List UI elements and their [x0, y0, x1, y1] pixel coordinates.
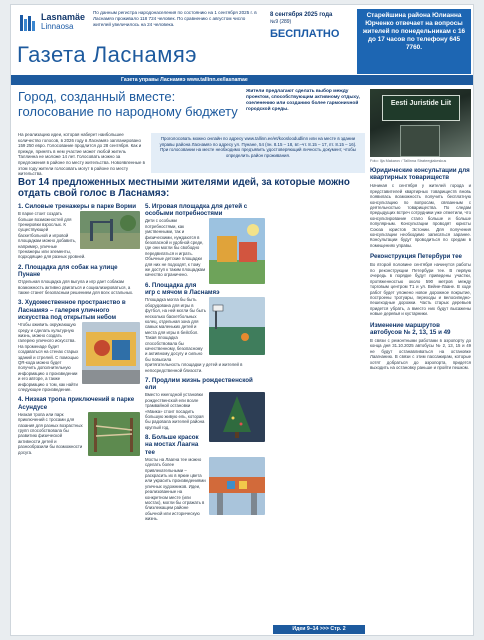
idea-item — [145, 282, 265, 373]
issue-date: 8 сентября 2025 года — [270, 12, 333, 18]
voting-illustration — [270, 203, 366, 603]
idea-description: Низкая тропа или парк приключений с тросами для лазания для разных возрастных групп способствовала бы развитию физической активности детей и разнообразили бы возможности досуга. — [18, 411, 83, 455]
voting-info-box: Проголосовать можно онлайн по адресу www.tallinn.ee/et/koosloodudlinn или на месте в здании управы района Ласнамяэ по адресу ул. Пунане, 54 (пн. 8.15 – 18, вт.–чт. 8.15 – 17, пт. 8.15 – 16). При голосовании на месте необходимо предъявить удостоверяющий личность документ, чтобы определить район проживания. — [151, 133, 365, 173]
masthead — [11, 5, 474, 75]
idea-title: 4. Низкая тропа приключений в парке Асундусе — [18, 396, 135, 411]
idea-description: Мосты на Лаагна тее можно сделать более привлекательными – раскрасить их в яркие цвета или украсить произведениями уличных художников. Идеи, реализованные на конкретном месте (или мостах), могли бы отражать в близлежащем районе обычной или историческую жизнь. — [145, 456, 206, 522]
ideas-section-heading: Вот 14 предложенных местными жителями идей, за которые можно отдать свой голос в Ласнамяэ: — [18, 177, 350, 199]
photo-sign-text: Eesti Juristide Liit — [382, 95, 460, 121]
logo-subtitle: Linnaosa — [41, 22, 74, 31]
lead-headline: Город, созданный вместе: голосование по народному бюджету — [18, 89, 238, 119]
idea-title: 1. Силовые тренажеры в парке Ворми — [18, 203, 137, 210]
building-door — [400, 125, 440, 157]
sidebar-photo — [370, 89, 471, 157]
news-sidebar — [370, 89, 471, 375]
inclusive-playground-photo — [209, 218, 265, 284]
idea-item — [18, 203, 140, 260]
photo-caption: Foto: Ilja Makarov / Tallinna Strateegiakeskus — [370, 159, 447, 163]
sidebar-article-title: Изменение маршрутов автобусов № 2, 13, 15 и 49 — [370, 321, 451, 336]
outdoor-gym-photo — [80, 211, 140, 249]
elder-promo-box: Старейшина района Юлианна Юрченко отвечает на вопросы жителей по понедельникам с 16 до 17 часов по телефону 645 7760. — [357, 9, 471, 74]
sidebar-article-title: Реконструкция Петербури тее — [370, 253, 462, 261]
newspaper-page — [10, 4, 474, 636]
idea-description: Чтобы оживить окружающую среду и сделать культурную жизнь, можно создать галерею уличного искусства. На променаде будет создаваться на стенах старых зданий и стрелей. С помощью QR-кода можно будет получить дополнительную информацию о произведении и его авторе, а также информацию о том, как найти следующее произведение. — [18, 322, 79, 392]
newspaper-title: Газета Ласнамяэ — [17, 42, 198, 67]
sidebar-article-body: Начиная с сентября у жителей города и представителей квартирных товариществ вновь появилась возможность получить бесплатную консультацию по вопросам, связанным с деятельностью товарищества. По следам предыдущих встреч сотрудники уже отметили, что консультирование стало больше и больше популярным. Консультации проводят юристы Союза юристов Эстонии. Для получения консультации необходимо записаться заранее. Консультации будут проводиться по средам в помещениях управы. — [370, 183, 471, 248]
sidebar-article-body: Во второй половине сентября начинутся работы по реконструкции Петербури тее. В первую очередь в порядке будут приведены участки, протяженностью около 590 метров между торговым центром Т1 и ул. Вейне-Лаане. В ходе работ будет уложено новое дорожное покрытие, построены тротуары, переходы и велосипедно-пешеходные дорожки. Часть старых деревьев придется убрать, а вместо них будут высажены новые деревья и кустарники. — [370, 262, 471, 317]
ideas-column-1 — [18, 203, 140, 459]
title-bar — [17, 43, 353, 67]
lead-photo-column — [270, 203, 366, 608]
street-art-gallery-photo — [82, 322, 140, 384]
idea-item — [145, 434, 265, 521]
idea-title: 3. Художественное пространство в Ласнамяэ – галерея уличного искусства под открытым небом — [18, 299, 126, 321]
idea-description: В парке стоит создать больше возможностей для тренировки взрослых. К существующей баскетбольной и игровой площадкам можно добавить, например, уличные тренажеры или элементы, подходящие для разных уровней. — [18, 211, 86, 260]
idea-description: Дети с особыми потребностями, как умственными, так и физическими, нуждаются в безопасной и удобной среде, где они могли бы свободно передвигаться и играть. Обычные детские площадки для них не подходят, к тому же доступ к таким площадкам качество ограничено. — [145, 218, 206, 278]
sidebar-article-title: Юридические консультации для квартирных товариществ — [370, 167, 470, 182]
idea-description: Отдельная площадка для выгула и игр дает собакам возможность активно двигаться и социализироваться, а также станет безопасным решением для всех остальных. — [18, 279, 134, 296]
idea-title: 5. Игровая площадка для детей с особыми потребностями — [145, 203, 248, 218]
ball-court-photo — [209, 297, 265, 355]
sidebar-article-body: В связи с ремонтными работами в аэропорту до конца дня 31.10.2025 автобусы № 2, 13, 15 и 49 не будут останавливаться на остановке Лаагнанию. В связи с этим пассажирам, которые хотят добраться до аэропорта, придется выходить на остановку раньше и пройти пешком. — [370, 337, 471, 370]
idea-description: Площадка могла бы быть оборудована для игры в футбол, на ней могли бы быть несколько баскетбольных колец, отдельная зона для самых маленьких детей и места для игры в бейсбол. Такая площадка способствовала бы качественному, безопасному и активному досугу и сильно бы повысила притягательность площадки у детей и жителей в непосредственной близости. — [145, 297, 243, 373]
idea-item — [18, 299, 140, 392]
continued-ideas-link[interactable]: Идеи 9–14 >>> Стр. 2 — [273, 625, 365, 634]
idea-title: 8. Больше красок на мостах Лаагна тее — [145, 434, 199, 456]
rope-park-photo — [88, 412, 140, 456]
idea-item — [18, 264, 140, 296]
issue-meta — [270, 11, 350, 41]
masthead-subtitle[interactable]: Газета управы Ласнамяэ www.tallinn.ee/lasnamae — [11, 75, 474, 85]
lead-intro: На реализацию идеи, которая наберет наибольшее количество голосов, в 2026 году в Ласнамяэ запланировано 159 250 евро. Голосование продлится до 28 сентября. Как и прежде, принять в нем участие может любой житель Таллинна не моложе 14 лет. Голосовать можно за предложения в районе по месту жительства. Новоявленные в этом году жители голосовать могут в районе по месту жительства. — [18, 132, 145, 177]
logo-name: Lasnamäe — [41, 12, 86, 22]
idea-item — [145, 377, 265, 430]
issue-number: №9 (289) — [270, 19, 292, 25]
ideas-column-2 — [145, 203, 265, 526]
free-label: БЕСПЛАТНО — [270, 28, 340, 40]
idea-item — [145, 203, 265, 278]
district-logo — [19, 11, 86, 39]
idea-title: 7. Продлим жизнь рождественской ели — [145, 376, 253, 392]
idea-description: Вместо ежегодной установки рождественской ели возле трамвайной остановки «Маика» стоит посадить большую живую ель, которая бы радовала жителей района круглый год. — [145, 392, 205, 430]
population-notice: По данным регистра народонаселения по состоянию на 1 сентября 2025 г. в Ласнамяэ проживало 118 724 человек. По сравнению с августом число жителей увеличилось на 24 человека. — [93, 10, 257, 27]
lead-standfirst: Жители предлагают сделать выбор между проектом, способствующим активному отдыху, озеленению или созданию более гармоничной городской среды. — [246, 89, 360, 112]
painted-bridge-photo — [209, 457, 265, 515]
idea-title: 2. Площадка для собак на улице Пунане — [18, 263, 118, 279]
lasnamae-emblem-icon — [19, 13, 39, 33]
idea-item — [18, 396, 140, 455]
idea-title: 6. Площадка для игр с мячом в Ласнамяэ — [145, 281, 220, 297]
